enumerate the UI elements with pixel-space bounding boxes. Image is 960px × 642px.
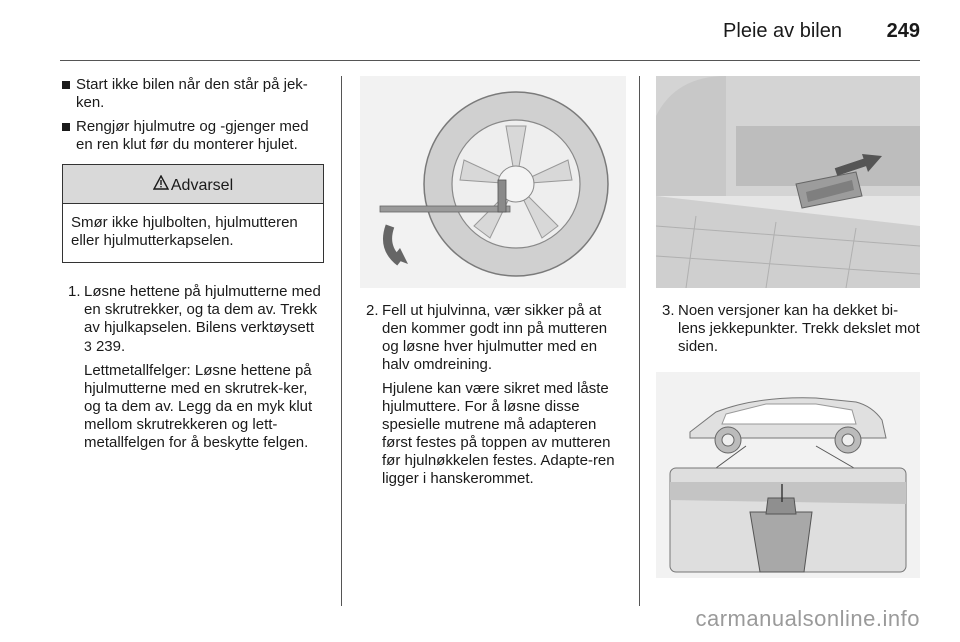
column-2 bbox=[360, 76, 626, 488]
jacking-point-cover-illustration bbox=[656, 76, 920, 288]
column-1 bbox=[62, 76, 326, 452]
column-3 bbox=[656, 76, 922, 578]
warning-box bbox=[62, 164, 324, 263]
bullet-item bbox=[62, 76, 326, 112]
step-text: Løsne hettene på hjulmutterne med en skrutrekker, og ta dem av. Trekk av hjulkapselen. Bilens verktøysett bbox=[84, 283, 321, 336]
step-2-note: Hjulene kan være sikret med låste hjulmuttere. For å løsne disse spesielle mutrene må adapteren først festes på toppen av mutteren før hjulnøkkelen festes. Adapte-ren ligger i hanskerommet. bbox=[382, 380, 615, 487]
page-number: 249 bbox=[886, 20, 920, 42]
step-number: 2. bbox=[366, 302, 379, 319]
column-divider bbox=[341, 76, 342, 606]
warning-triangle-icon bbox=[153, 175, 169, 195]
warning-text: Smør ikke hjulbolten, hjulmutteren eller hjulmutterkapselen. bbox=[71, 214, 298, 249]
warning-title: Advarsel bbox=[170, 177, 234, 194]
step-2 bbox=[360, 302, 626, 374]
step-number: 3. bbox=[662, 302, 675, 319]
wheel-with-wrench-illustration bbox=[360, 76, 626, 288]
step-1 bbox=[62, 283, 326, 356]
page-reference-icon: 3 bbox=[84, 338, 92, 354]
page-header bbox=[0, 0, 960, 62]
step-3 bbox=[656, 302, 922, 356]
step-number: 1. bbox=[68, 283, 81, 300]
watermark[interactable]: carmanualsonline.info bbox=[695, 606, 920, 631]
header-rule bbox=[60, 60, 920, 61]
warning-header bbox=[63, 165, 323, 204]
page-reference[interactable]: 239. bbox=[95, 338, 126, 355]
bullet-square-icon bbox=[62, 81, 70, 89]
bullet-text: Start ikke bilen når den står på jek-ken. bbox=[76, 76, 308, 111]
bullet-item bbox=[62, 118, 326, 154]
car-on-jack-illustration bbox=[656, 372, 920, 578]
page-title: Pleie av bilen bbox=[723, 20, 842, 42]
step-text: Fell ut hjulvinna, vær sikker på at den kommer godt inn på mutteren og løsne hver hjulmutter med en halv omdreining. bbox=[382, 302, 608, 373]
step-text: Noen versjoner kan ha dekket bi-lens jekkepunkter. Trekk dekslet mot siden. bbox=[678, 302, 920, 355]
bullet-text: Rengjør hjulmutre og -gjenger med en ren klut før du monterer hjulet. bbox=[76, 118, 309, 153]
column-divider bbox=[639, 76, 640, 606]
bullet-square-icon bbox=[62, 123, 70, 131]
step-1-note: Lettmetallfelger: Løsne hettene på hjulmutterne med en skrutrek-ker, og ta dem av. Legg da en myk klut mellom skrutrekkeren og lett-metallfelgen for å beskytte felgen. bbox=[84, 362, 313, 451]
